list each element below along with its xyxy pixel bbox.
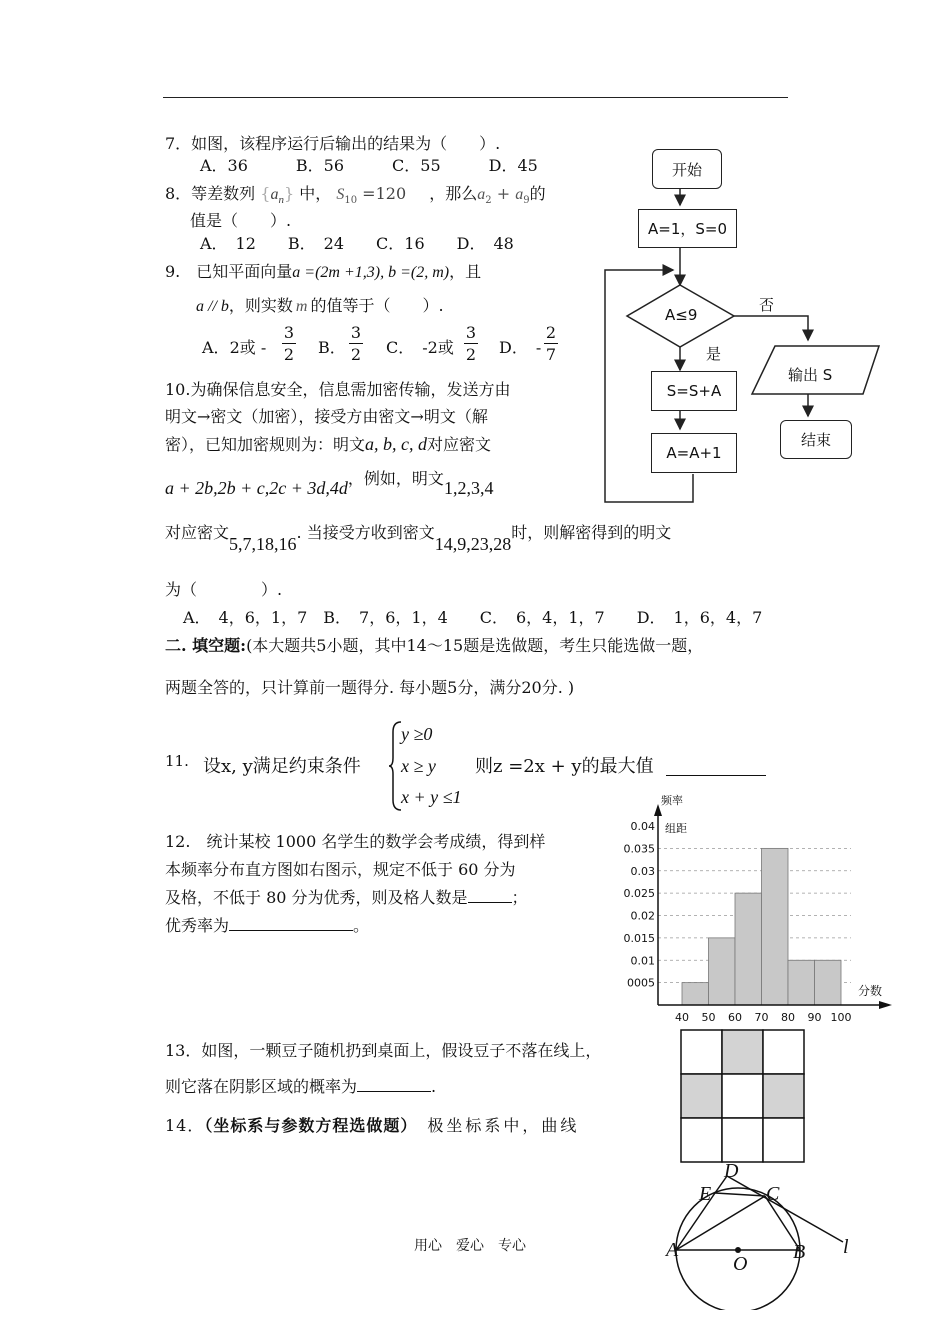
q8-s-eq: =120 [357, 184, 407, 203]
q7-options: A．36 B．56 C．55 D．45 [200, 156, 538, 175]
q12-l4-tail: 。 [353, 916, 370, 935]
q10-l5-pre: 对应密文 [165, 523, 230, 542]
grid-cell [722, 1074, 763, 1118]
q12-line4 [165, 913, 369, 936]
q10-l3-pre: 密），已知加密规则为：明文 [165, 435, 366, 454]
hist-bar [709, 938, 736, 1005]
q13-answer-blank[interactable] [357, 1091, 431, 1092]
flow-yes: 是 [706, 345, 722, 363]
q8-tail: 的 [529, 184, 546, 203]
section2-title: 二. 填空题: [165, 636, 247, 655]
q14-num: 14． [165, 1116, 205, 1135]
q8-post: ，那么 [429, 184, 478, 203]
grid-cell [763, 1118, 804, 1162]
q9-optD-frac [544, 323, 558, 366]
header-rule [163, 97, 788, 98]
q8-line2: 值是（ ）. [190, 211, 292, 230]
hist-x-tick: 60 [728, 1011, 742, 1024]
q10-l5-math2: 14,9,23,28 [434, 534, 512, 554]
q10-l5-math: 5,7,18,16 [229, 534, 297, 554]
q10-l4-math2: 1,2,3,4 [443, 478, 494, 498]
q10-line2: 明文→密文（加密），接受方由密文→明文（解 [165, 407, 488, 426]
q10-line4 [165, 466, 494, 498]
q12-l3: 及格，不低于 80 分为优秀，则及格人数是 [165, 888, 468, 907]
q11-c2: x ≥ y [401, 756, 436, 776]
q9-optC-frac [464, 323, 478, 366]
q11-num: 11. [165, 752, 189, 770]
q9-optC-den: 2 [465, 345, 477, 364]
q10-line1: 10.为确保信息安全，信息需加密传输，发送方由 [165, 380, 511, 399]
label-C: C [766, 1183, 780, 1205]
hist-bar [762, 848, 789, 1005]
hist-x-arrow [879, 1001, 892, 1009]
q8-line1: 8．等差数列 $\{a_n\}$ 中， $S_{10} =120$ ，那么$a_2 + a_9$的 [165, 184, 546, 207]
q12-l4: 优秀率为 [165, 916, 230, 935]
grid-cell-shaded [681, 1074, 722, 1118]
flow-update-a: A=A+1 [651, 433, 737, 473]
q11-c1: y ≥0 [401, 724, 433, 744]
grid-cell [763, 1030, 804, 1074]
q9-optA [202, 335, 266, 358]
flow-start: 开始 [652, 149, 722, 189]
q9-m: m [295, 298, 308, 315]
q8-options: A． 12 B． 24 C．16 D． 48 [200, 234, 514, 253]
q10-l5-mid: . 当接受方收到密文 [296, 523, 435, 542]
q12-l3-tail: ； [511, 888, 528, 907]
q9-optB-label: B． [318, 338, 346, 357]
q12-line1: 12. 统计某校 1000 名学生的数学会考成绩，得到样 [165, 832, 546, 851]
hist-x-tick: 80 [781, 1011, 795, 1024]
hist-y-tick: 0.04 [630, 820, 655, 833]
q8-a2: a [477, 186, 486, 203]
q14-post: 极坐标系中，曲线 [427, 1116, 580, 1135]
q9-optB-den: 2 [350, 345, 362, 364]
hist-bar [735, 893, 762, 1005]
q9-pre: 9. 已知平面向量 [165, 262, 293, 281]
flow-no: 否 [759, 296, 775, 314]
q10-options: A． 4，6，1，7 B． 7，6，1，4 C． 6，4，1，7 D． 1，6，4，7 [183, 608, 763, 627]
q10-l4-post: ，例如，明文 [347, 469, 444, 488]
hist-y-tick: 0.025 [623, 887, 655, 901]
q13-l2-tail: . [431, 1077, 437, 1096]
q9-line1 [165, 259, 481, 282]
q12-pass-blank[interactable] [468, 902, 512, 903]
q11-answer-blank[interactable] [666, 775, 766, 776]
hist-x-tick: 90 [807, 1011, 822, 1024]
q9-optA-frac [282, 323, 296, 366]
q8-s-sub: 10 [344, 195, 358, 207]
label-A: A [666, 1239, 679, 1261]
q9-optD [499, 335, 541, 358]
q13-l2: 则它落在阴影区域的概率为 [165, 1077, 358, 1096]
q9-parallel: a // b [196, 298, 229, 315]
hist-x-tick: 70 [754, 1011, 769, 1024]
q9-optC-val: -2或 [422, 338, 454, 357]
q9-line2 [196, 293, 444, 316]
hist-y-tick: 0005 [627, 976, 655, 990]
label-O: O [733, 1253, 748, 1275]
section2-line1 [165, 633, 703, 656]
q9-optB-frac [349, 323, 363, 366]
hist-y-tick: 0.03 [630, 864, 655, 878]
q8-s: S [336, 186, 345, 203]
q10-l4-math: a + 2b,2b + c,2c + 3d,4d [165, 478, 348, 498]
q9-line2-text: ，则实数 [228, 296, 293, 315]
q9-optC [386, 335, 454, 358]
hist-ylabel: 频率 [661, 794, 683, 807]
label-E: E [699, 1183, 712, 1205]
q8-a2-sub: 2 [485, 195, 492, 207]
q8-a9: a [515, 186, 524, 203]
hist-bar [815, 960, 842, 1005]
q9-optA-den: 2 [283, 345, 295, 364]
flow-cond: A≤9 [665, 306, 698, 324]
grid-cell [681, 1118, 722, 1162]
q9-optD-val: - [535, 338, 542, 357]
q8-mid: 中， [299, 184, 332, 203]
q10-line3 [165, 432, 491, 455]
q10-l3-post: 对应密文 [427, 435, 492, 454]
hist-x-tick: 50 [701, 1011, 716, 1024]
hist-x-tick: 40 [675, 1011, 689, 1024]
section2-desc2: 两题全答的，只计算前一题得分. 每小题5分，满分20分. ) [165, 678, 575, 697]
hist-y-tick: 0.01 [630, 954, 655, 968]
probability-grid [679, 1028, 805, 1164]
q11-c3: x + y ≤1 [401, 787, 462, 807]
q9-post: ，且 [449, 262, 482, 281]
q10-l5-post: 时，则解密得到的明文 [511, 523, 672, 542]
grid-cell-shaded [722, 1030, 763, 1074]
q14-bold: （坐标系与参数方程选做题） [204, 1116, 418, 1135]
footer: 用心 爱心 专心 [414, 1238, 526, 1254]
q8-seq: a [270, 186, 279, 203]
q8-pre: 8．等差数列 [165, 184, 256, 203]
label-D: D [724, 1160, 739, 1182]
q11-pre: 设x, y满足约束条件 [203, 756, 361, 777]
flow-output: 输出 S [788, 366, 833, 384]
hist-y-tick: 0.035 [623, 842, 655, 856]
q9-optA-num: 3 [283, 323, 295, 342]
flow-update-s: S=S+A [651, 371, 737, 411]
q12-line3 [165, 885, 528, 908]
circle-figure [660, 1160, 860, 1310]
q8-plus: + [491, 184, 516, 203]
chord-ac [676, 1196, 765, 1250]
hist-y-tick: 0.02 [630, 909, 655, 923]
grid-cell [681, 1030, 722, 1074]
hist-bar [788, 960, 815, 1005]
grid-cell-shaded [763, 1074, 804, 1118]
hist-y-tick: 0.015 [623, 931, 655, 945]
q13-line2 [165, 1074, 436, 1097]
q9-optA-label: A． [202, 338, 230, 357]
q9-optA-val: 2或 - [229, 338, 267, 357]
q9-optD-num: 2 [545, 323, 557, 342]
q9-line2-tail: 的值等于（ ）. [310, 296, 444, 315]
grid-cell [722, 1118, 763, 1162]
flow-end: 结束 [780, 420, 852, 459]
q8-seq-sub: n [278, 194, 284, 207]
q12-rate-blank[interactable] [229, 930, 353, 931]
q14-line1 [165, 1113, 579, 1136]
q7-stem: 7．如图，该程序运行后输出的结果为（ ）. [165, 134, 501, 153]
q10-line5 [165, 520, 672, 554]
q9-optD-den: 7 [545, 345, 557, 364]
hist-xlabel: 分数 [858, 984, 883, 998]
hist-x-tick: 100 [830, 1011, 852, 1024]
q9-optC-label: C． [386, 338, 415, 357]
q12-line2: 本频率分布直方图如右图示，规定不低于 60 分为 [165, 860, 516, 879]
label-l: l [843, 1236, 849, 1258]
q9-optC-num: 3 [465, 323, 477, 342]
q9-optB-num: 3 [350, 323, 362, 342]
q10-l3-math: a, b, c, d [365, 434, 428, 454]
hist-ylabel2: 组距 [665, 822, 687, 835]
label-B: B [793, 1241, 806, 1263]
flow-init: A=1，S=0 [638, 209, 737, 248]
q11-post: 则z =2x + y的最大值 [475, 756, 654, 777]
section2-desc: (本大题共5小题，其中14～15题是选做题，考生只能选做一题， [246, 636, 704, 655]
q8-a9-sub: 9 [523, 195, 530, 207]
q9-optD-label: D． [499, 338, 528, 357]
q10-line6: 为（ ）. [165, 580, 283, 599]
hist-bar [682, 983, 709, 1005]
q9-vec: a =(2m +1,3), b =(2, m) [292, 264, 450, 281]
q13-line1: 13．如图，一颗豆子随机扔到桌面上，假设豆子不落在线上， [165, 1041, 602, 1060]
